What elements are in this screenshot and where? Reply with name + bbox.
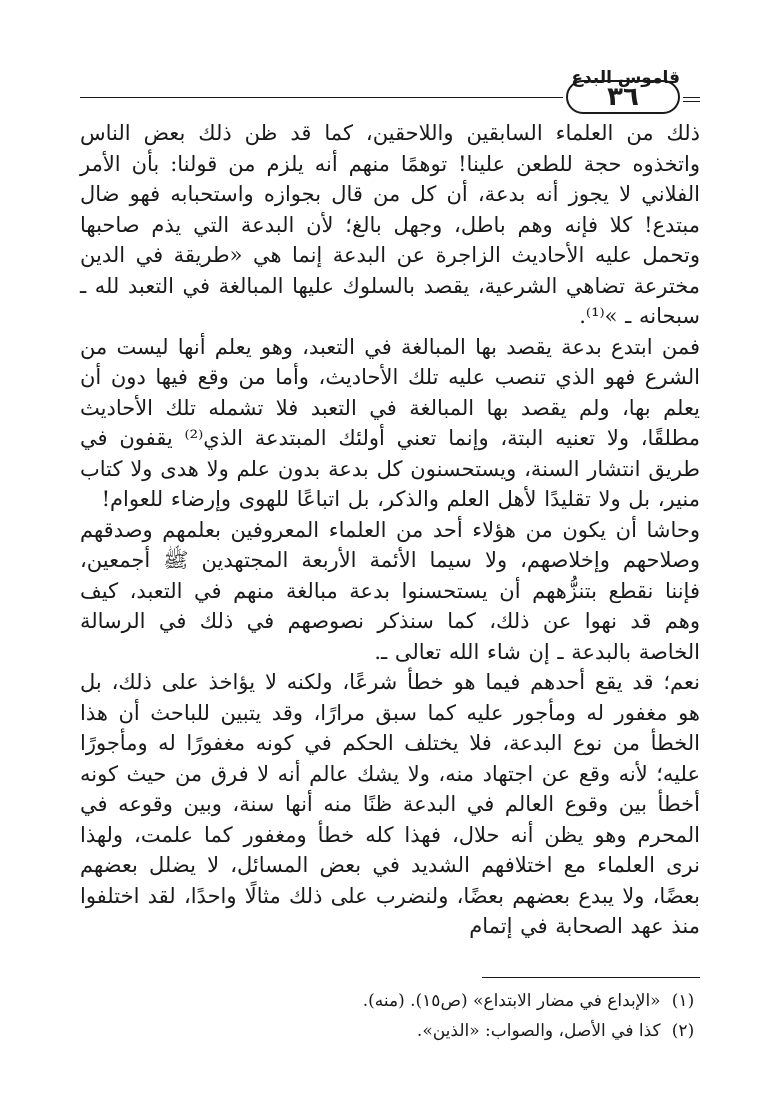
header-rule-ornament-top	[683, 97, 700, 98]
footnote-number: (١)	[671, 991, 695, 1011]
body-text	[80, 118, 700, 942]
footnote	[80, 1016, 700, 1046]
running-header-title: قاموس البدع	[571, 68, 680, 88]
paragraph: فمن ابتدع بدعة يقصد بها المبالغة في التعبد، وهو يعلم أنها ليست من الشرع فهو الذي تنصب عليه تلك الأحاديث، وأما من وقع فيها دون أن يعلم بها، ولم يقصد بها المبالغة في التعبد فلا تشمله تلك الأحاديث مطلقًا، ولا تعنيه البتة، وإنما تعني أولئك المبتدعة الذي⁽²⁾ يقفون في طريق انتشار السنة، ويستحسنون كل بدعة بدون علم ولا هدى ولا كتاب منير، بل ولا تقليدًا لأهل العلم والذكر، بل اتباعًا للهوى وإرضاء للعوام!	[80, 334, 700, 511]
footnote-text: «الإبداع في مضار الابتداع» (ص١٥). (منه).	[362, 991, 661, 1011]
paragraph: وحاشا أن يكون من هؤلاء أحد من العلماء المعروفين بعلمهم وصدقهم وصلاحهم وإخلاصهم، ولا سيما الأئمة الأربعة المجتهدين ﷺ أجمعين، فإننا نقطع بتنزُّههم أن يستحسنوا بدعة مبالغة منهم في التعبد، كيف وهم قد نهوا عن ذلك، كما سنذكر نصوصهم في ذلك في الرسالة الخاصة بالبدعة ـ إن شاء الله تعالى ـ.	[80, 517, 700, 664]
paragraph: نعم؛ قد يقع أحدهم فيما هو خطأ شرعًا، ولكنه لا يؤاخذ على ذلك، بل هو مغفور له ومأجور عليه كما سبق مرارًا، وقد يتبين للباحث أن هذا الخطأ من نوع البدعة، فلا يختلف الحكم في كونه مغفورًا له ومأجورًا عليه؛ لأنه وقع عن اجتهاد منه، ولا يشك عالم أنه لا فرق من حيث كونه أخطأ بين وقوع العالم في البدعة ظنًا منه أنها سنة، وبين وقوعه في المحرم وهو يظن أنه حلال، فهذا كله خطأ ومغفور كما علمت، ولهذا نرى العلماء مع اختلافهم الشديد في بعض المسائل، لا يضلل بعضهم بعضًا، ولا يبدع بعضهم بعضًا، ولنضرب على ذلك مثالًا واحدًا، لقد اختلفوا منذ عهد الصحابة في إتمام	[80, 670, 700, 938]
footnote	[80, 986, 700, 1016]
paragraph: ذلك من العلماء السابقين واللاحقين، كما قد ظن ذلك بعض الناس واتخذوه حجة للطعن علينا! توهمًا منهم أنه يلزم من قولنا: بأن الأمر الفلاني لا يجوز أنه بدعة، أن كل من قال بجوازه واستحبابه فهو ضال مبتدع! كلا فإنه وهم باطل، وجهل بالغ؛ لأن البدعة التي يذم صاحبها وتحمل عليه الأحاديث الزاجرة عن البدعة إنما هي «طريقة في الدين مخترعة تضاهي الشرعية، يقصد بالسلوك عليها المبالغة في التعبد لله ـ سبحانه ـ »⁽¹⁾.	[80, 121, 700, 328]
footnote-separator	[482, 977, 700, 978]
footnote-text: كذا في الأصل، والصواب: «الذين».	[416, 1021, 661, 1041]
header-rule	[80, 97, 563, 98]
footnotes	[80, 986, 700, 1046]
header-rule-ornament-bottom	[683, 101, 700, 102]
page-number-badge: ٣٦	[566, 80, 680, 114]
footnote-number: (٢)	[671, 1021, 695, 1041]
